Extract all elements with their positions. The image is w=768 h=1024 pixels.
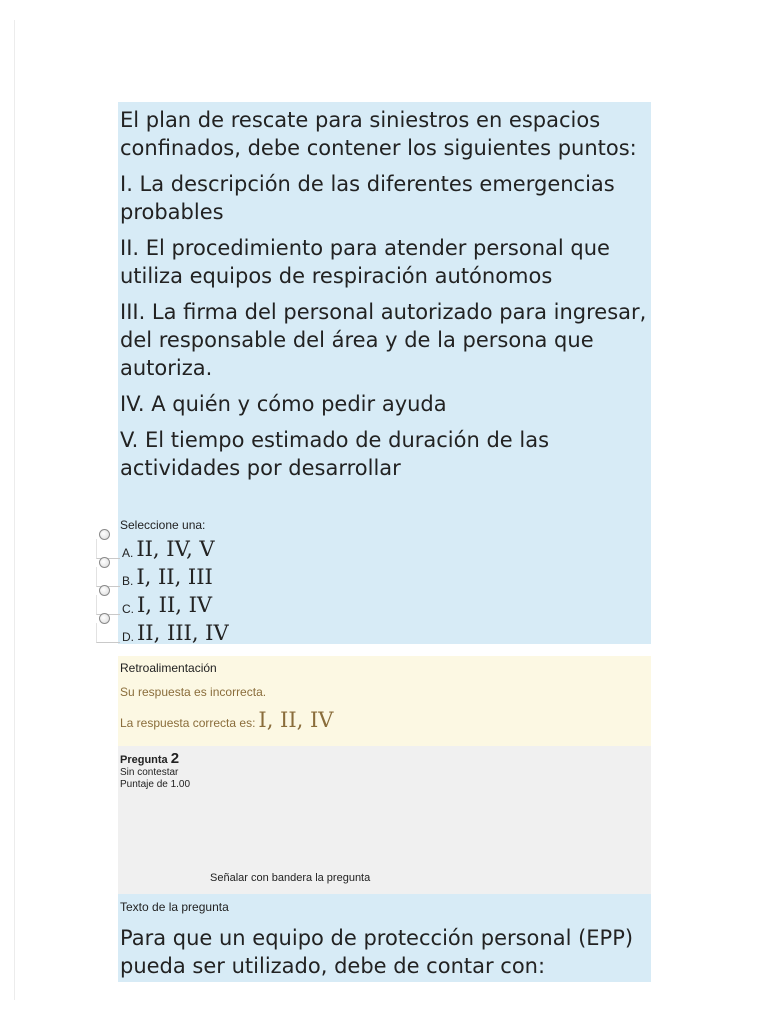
question-status: Sin contestar (120, 767, 179, 778)
radio-circle-icon (99, 529, 110, 540)
option-text: I, II, III (136, 565, 213, 589)
radio-button-b[interactable] (96, 567, 120, 587)
question-1-line: I. La descripción de las diferentes emergencias probables (120, 172, 615, 224)
question-2-info-panel (118, 746, 651, 894)
page-left-border (14, 20, 15, 1000)
option-text: I, II, IV (137, 593, 213, 617)
question-1-line: III. La firma del personal autorizado para ingresar, del responsable del área y de la persona que autoriza. (120, 300, 647, 380)
question-2-text-block (118, 894, 651, 982)
radio-button-d[interactable] (96, 623, 120, 643)
question-score: Puntaje de 1.00 (120, 779, 191, 790)
question-1-text (120, 106, 653, 490)
answer-option-c[interactable] (96, 592, 212, 618)
correct-answer-line (120, 708, 333, 732)
question-1-line: IV. A quién y cómo pedir ayuda (120, 392, 447, 416)
question-1-text-block (118, 102, 651, 644)
flag-question-link[interactable]: Señalar con bandera la pregunta (210, 872, 371, 884)
option-text: II, IV, V (136, 537, 215, 561)
select-one-label: Seleccione una: (120, 518, 206, 532)
radio-circle-icon (99, 613, 110, 624)
answer-option-d[interactable] (96, 620, 229, 646)
radio-circle-icon (99, 585, 110, 596)
option-letter: C. (122, 602, 134, 616)
question-text-header: Texto de la pregunta (120, 900, 229, 914)
question-number: 2 (170, 750, 180, 767)
option-text: II, III, IV (137, 621, 229, 645)
answer-option-a[interactable] (96, 536, 215, 562)
correct-answer-value: I, II, IV (258, 708, 334, 732)
question-1-line: El plan de rescate para siniestros en espacios confinados, debe contener los siguientes puntos: (120, 108, 637, 160)
radio-circle-icon (99, 557, 110, 568)
feedback-panel (118, 656, 651, 746)
option-letter: B. (122, 574, 134, 588)
radio-button-a[interactable] (96, 539, 120, 559)
feedback-title: Retroalimentación (120, 661, 217, 675)
question-1-line: V. El tiempo estimado de duración de las actividades por desarrollar (120, 428, 550, 480)
question-2-heading (120, 750, 179, 767)
question-label: Pregunta (120, 754, 168, 766)
question-2-text: Para que un equipo de protección personal (EPP) pueda ser utilizado, debe de contar con: (120, 926, 634, 978)
correct-answer-label: La respuesta correcta es: (120, 716, 256, 730)
question-1-line: II. El procedimiento para atender personal que utiliza equipos de respiración autónomos (120, 236, 610, 288)
radio-button-c[interactable] (96, 595, 120, 615)
answer-option-b[interactable] (96, 564, 213, 590)
option-letter: A. (122, 546, 134, 560)
feedback-result: Su respuesta es incorrecta. (120, 685, 267, 699)
option-letter: D. (122, 630, 134, 644)
